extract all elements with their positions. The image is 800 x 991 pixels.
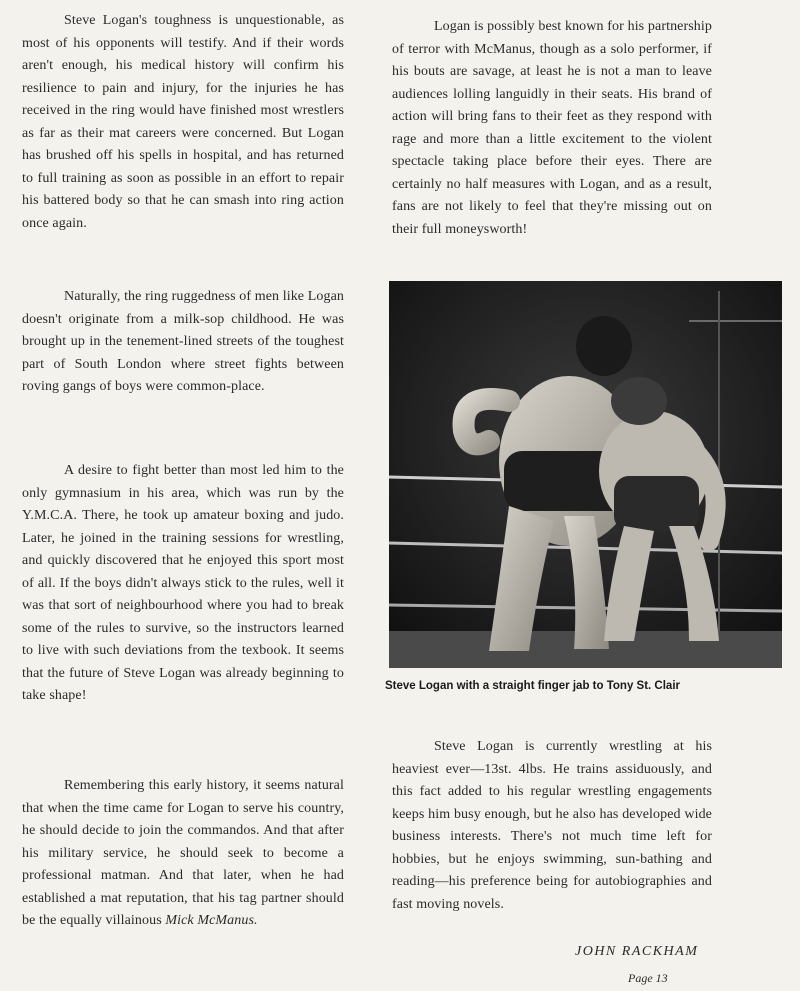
wrestling-photo xyxy=(389,281,782,668)
page-number: Page 13 xyxy=(628,971,668,985)
author-signature: JOHN RACKHAM xyxy=(575,944,699,959)
paragraph-early-history-text: Remembering this early history, it seems natural that when the time came for Logan to serve his country, he should decide to join the commandos. And that after his military service, he should seek to become a professional matman. And that later, when he had established a mat reputation, that his tag partner should be the equally villainous xyxy=(22,778,344,928)
tag-partner-name: Mick McManus. xyxy=(165,913,258,928)
photo-caption: Steve Logan with a straight finger jab to Tony St. Clair xyxy=(385,680,680,692)
paragraph-toughness: Steve Logan's toughness is unquestionable, as most of his opponents will testify. And if their words aren't enough, his medical history will confirm his resilience to pain and injury, for the injuries he has received in the ring would have finished most wrestlers as far as their mat careers were concerned. But Logan has brushed off his spells in hospital, and has returned to full training as soon as possible in an effort to repair his battered body so that he can smash into ring action once again. xyxy=(22,13,344,231)
wrestling-photo-illustration xyxy=(389,281,782,668)
paragraph-gymnasium: A desire to fight better than most led him to the only gymnasium in his area, which was run by the Y.M.C.A. There, he took up amateur boxing and judo. Later, he joined in the training sessions for wrestling, and quickly discovered that he enjoyed this sport most of all. If the boys didn't always stick to the rules, well it was that sort of neighbourhood where you had to break some of the rules to survive, so the instructors learned to live with such deviations from the texbook. It seems that the future of Steve Logan was already beginning to take shape! xyxy=(22,463,344,703)
paragraph-partnership: Logan is possibly best known for his partnership of terror with McManus, though as a solo performer, if his bouts are savage, at least he is not a man to leave audiences lolling languidly in their seats. His brand of action will bring fans to their feet as they respond with rage and more than a little excitement to the violent spectacle taking place before their eyes. There are certainly no half measures with Logan, and as a result, fans are not likely to feel that they're missing out on their full moneysworth! xyxy=(392,19,712,237)
paragraph-childhood: Naturally, the ring ruggedness of men like Logan doesn't originate from a milk-sop childhood. He was brought up in the tenement-lined streets of the toughest part of South London where street fights between roving gangs of boys were common-place. xyxy=(22,289,344,394)
paragraph-early-history xyxy=(22,775,344,933)
paragraph-current: Steve Logan is currently wrestling at his heaviest ever—13st. 4lbs. He trains assiduously, and this fact added to his regular wrestling engagements keeps him busy enough, but he also has developed wide business interests. There's not much time left for hobbies, but he enjoys swimming, sun-bathing and reading—his preference being for autobiographies and fast moving novels. xyxy=(392,739,712,912)
